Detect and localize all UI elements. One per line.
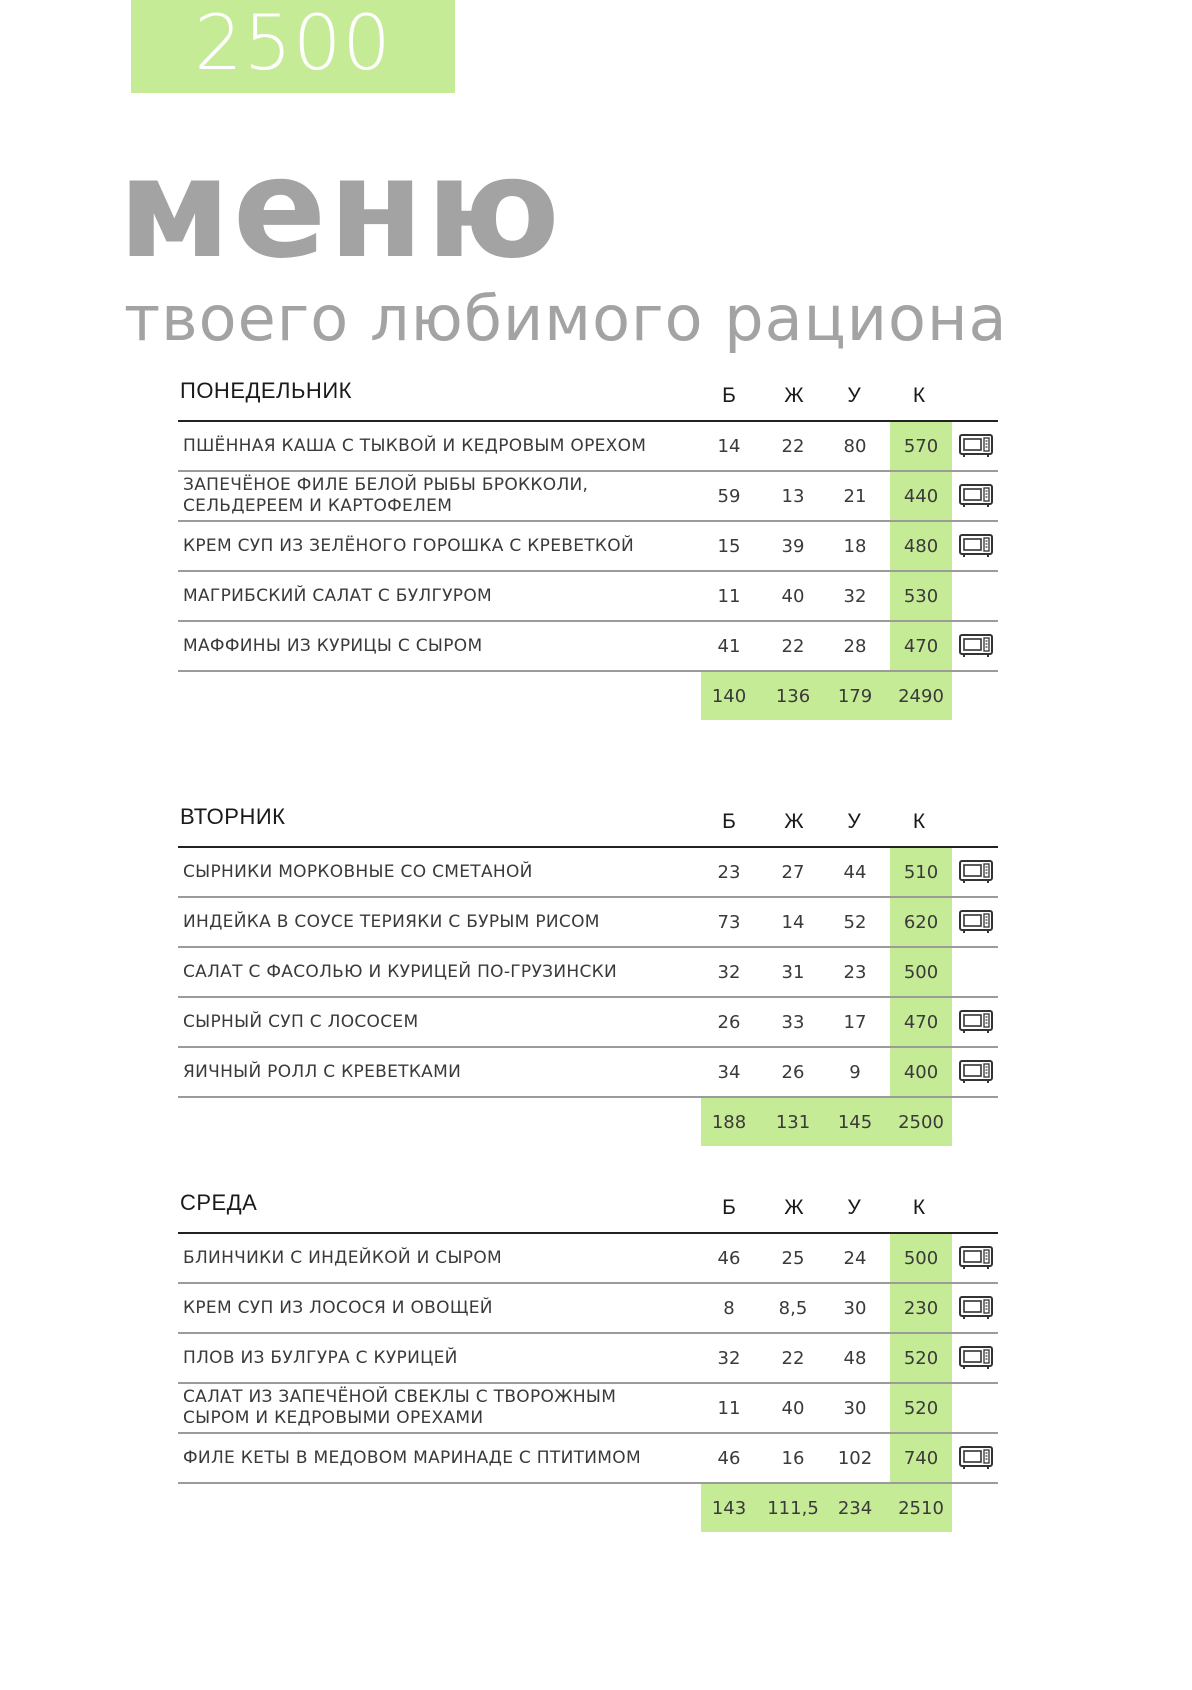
- total-calories: 2500: [898, 1111, 944, 1133]
- column-header-b: Б: [722, 384, 736, 407]
- column-header-b: Б: [722, 810, 736, 833]
- column-header-u: У: [847, 1196, 861, 1219]
- day-header: [178, 794, 998, 848]
- column-header-k: К: [912, 384, 926, 407]
- dish-name: ИНДЕЙКА В СОУСЕ ТЕРИЯКИ С БУРЫМ РИСОМ: [183, 911, 600, 932]
- menu-row: [178, 1334, 998, 1384]
- column-header-zh: Ж: [784, 810, 804, 833]
- calorie-badge: [131, 0, 455, 93]
- calories-value: 500: [890, 1234, 952, 1282]
- carbs-value: 48: [843, 1347, 867, 1369]
- carbs-value: 30: [843, 1397, 867, 1419]
- dish-name: ЗАПЕЧЁНОЕ ФИЛЕ БЕЛОЙ РЫБЫ БРОККОЛИ, СЕЛЬДЕРЕЕМ И КАРТОФЕЛЕМ: [183, 475, 589, 516]
- fat-value: 26: [781, 1061, 805, 1083]
- calories-value: 570: [890, 422, 952, 470]
- column-header-u: У: [847, 384, 861, 407]
- totals-row: [178, 1098, 998, 1146]
- total-protein: 188: [711, 1111, 747, 1133]
- fat-value: 22: [781, 1347, 805, 1369]
- dish-name: БЛИНЧИКИ С ИНДЕЙКОЙ И СЫРОМ: [183, 1247, 502, 1268]
- menu-row: [178, 472, 998, 522]
- menu-row: [178, 622, 998, 672]
- carbs-value: 102: [837, 1447, 873, 1469]
- dish-name: ЯИЧНЫЙ РОЛЛ С КРЕВЕТКАМИ: [183, 1061, 462, 1082]
- dish-name: МАГРИБСКИЙ САЛАТ С БУЛГУРОМ: [183, 585, 492, 606]
- protein-value: 32: [717, 961, 741, 983]
- carbs-value: 24: [843, 1247, 867, 1269]
- fat-value: 22: [781, 435, 805, 457]
- day-header: [178, 1180, 998, 1234]
- microwave-icon: [959, 484, 993, 508]
- microwave-icon: [959, 1346, 993, 1370]
- calories-value: 530: [890, 572, 952, 620]
- dish-name: САЛАТ ИЗ ЗАПЕЧЁНОЙ СВЕКЛЫ С ТВОРОЖНЫМ СЫРОМ И КЕДРОВЫМИ ОРЕХАМИ: [183, 1387, 617, 1428]
- fat-value: 13: [781, 485, 805, 507]
- column-header-u: У: [847, 810, 861, 833]
- protein-value: 14: [717, 435, 741, 457]
- day-section: [178, 794, 998, 1146]
- total-carbs: 179: [837, 685, 873, 707]
- menu-row: [178, 422, 998, 472]
- fat-value: 14: [781, 911, 805, 933]
- protein-value: 46: [717, 1447, 741, 1469]
- calories-value: 500: [890, 948, 952, 996]
- menu-row: [178, 1048, 998, 1098]
- column-header-k: К: [912, 810, 926, 833]
- fat-value: 39: [781, 535, 805, 557]
- total-fat: 131: [775, 1111, 811, 1133]
- microwave-icon: [959, 1446, 993, 1470]
- fat-value: 31: [781, 961, 805, 983]
- calories-value: 620: [890, 898, 952, 946]
- fat-value: 33: [781, 1011, 805, 1033]
- day-name: ВТОРНИК: [180, 804, 286, 829]
- menu-row: [178, 998, 998, 1048]
- calorie-badge-value: 2500: [194, 0, 392, 87]
- dish-name: ПЛОВ ИЗ БУЛГУРА С КУРИЦЕЙ: [183, 1347, 458, 1368]
- total-carbs: 234: [837, 1497, 873, 1519]
- microwave-icon: [959, 860, 993, 884]
- protein-value: 59: [717, 485, 741, 507]
- protein-value: 73: [717, 911, 741, 933]
- dish-name: ПШЁННАЯ КАША С ТЫКВОЙ И КЕДРОВЫМ ОРЕХОМ: [183, 435, 647, 456]
- fat-value: 40: [781, 1397, 805, 1419]
- totals-row: [178, 672, 998, 720]
- carbs-value: 21: [843, 485, 867, 507]
- microwave-icon: [959, 434, 993, 458]
- fat-value: 25: [781, 1247, 805, 1269]
- total-carbs: 145: [837, 1111, 873, 1133]
- dish-name: МАФФИНЫ ИЗ КУРИЦЫ С СЫРОМ: [183, 635, 483, 656]
- calories-value: 400: [890, 1048, 952, 1096]
- protein-value: 26: [717, 1011, 741, 1033]
- carbs-value: 9: [849, 1061, 861, 1083]
- protein-value: 41: [717, 635, 741, 657]
- carbs-value: 18: [843, 535, 867, 557]
- column-header-zh: Ж: [784, 384, 804, 407]
- column-header-zh: Ж: [784, 1196, 804, 1219]
- microwave-icon: [959, 910, 993, 934]
- calories-value: 520: [890, 1334, 952, 1382]
- menu-row: [178, 1434, 998, 1484]
- menu-row: [178, 522, 998, 572]
- day-header: [178, 368, 998, 422]
- protein-value: 11: [717, 1397, 741, 1419]
- column-header-b: Б: [722, 1196, 736, 1219]
- menu-row: [178, 1284, 998, 1334]
- day-name: ПОНЕДЕЛЬНИК: [180, 378, 352, 403]
- calories-value: 440: [890, 472, 952, 520]
- fat-value: 27: [781, 861, 805, 883]
- page-title: меню: [118, 128, 562, 289]
- total-protein: 143: [711, 1497, 747, 1519]
- day-section: [178, 368, 998, 720]
- calories-value: 510: [890, 848, 952, 896]
- protein-value: 11: [717, 585, 741, 607]
- total-fat: 136: [775, 685, 811, 707]
- page-subtitle: твоего любимого рациона: [124, 282, 1008, 355]
- carbs-value: 23: [843, 961, 867, 983]
- day-name: СРЕДА: [180, 1190, 258, 1215]
- calories-value: 230: [890, 1284, 952, 1332]
- dish-name: ФИЛЕ КЕТЫ В МЕДОВОМ МАРИНАДЕ С ПТИТИМОМ: [183, 1447, 641, 1468]
- protein-value: 32: [717, 1347, 741, 1369]
- protein-value: 23: [717, 861, 741, 883]
- carbs-value: 30: [843, 1297, 867, 1319]
- microwave-icon: [959, 1010, 993, 1034]
- carbs-value: 52: [843, 911, 867, 933]
- fat-value: 40: [781, 585, 805, 607]
- column-header-k: К: [912, 1196, 926, 1219]
- menu-row: [178, 948, 998, 998]
- fat-value: 22: [781, 635, 805, 657]
- calories-value: 740: [890, 1434, 952, 1482]
- total-protein: 140: [711, 685, 747, 707]
- microwave-icon: [959, 1060, 993, 1084]
- menu-row: [178, 898, 998, 948]
- day-section: [178, 1180, 998, 1532]
- microwave-icon: [959, 1296, 993, 1320]
- protein-value: 15: [717, 535, 741, 557]
- menu-row: [178, 1234, 998, 1284]
- menu-row: [178, 572, 998, 622]
- carbs-value: 44: [843, 861, 867, 883]
- carbs-value: 80: [843, 435, 867, 457]
- menu-row: [178, 1384, 998, 1434]
- carbs-value: 32: [843, 585, 867, 607]
- protein-value: 46: [717, 1247, 741, 1269]
- calories-value: 480: [890, 522, 952, 570]
- total-calories: 2490: [898, 685, 944, 707]
- calories-value: 470: [890, 998, 952, 1046]
- microwave-icon: [959, 634, 993, 658]
- menu-row: [178, 848, 998, 898]
- total-calories: 2510: [898, 1497, 944, 1519]
- microwave-icon: [959, 1246, 993, 1270]
- dish-name: КРЕМ СУП ИЗ ЗЕЛЁНОГО ГОРОШКА С КРЕВЕТКОЙ: [183, 535, 635, 556]
- dish-name: СЫРНИКИ МОРКОВНЫЕ СО СМЕТАНОЙ: [183, 861, 533, 882]
- fat-value: 8,5: [778, 1297, 808, 1319]
- total-fat: 111,5: [767, 1497, 819, 1519]
- calories-value: 470: [890, 622, 952, 670]
- calories-value: 520: [890, 1384, 952, 1432]
- totals-row: [178, 1484, 998, 1532]
- fat-value: 16: [781, 1447, 805, 1469]
- protein-value: 34: [717, 1061, 741, 1083]
- microwave-icon: [959, 534, 993, 558]
- dish-name: КРЕМ СУП ИЗ ЛОСОСЯ И ОВОЩЕЙ: [183, 1297, 493, 1318]
- carbs-value: 17: [843, 1011, 867, 1033]
- dish-name: САЛАТ С ФАСОЛЬЮ И КУРИЦЕЙ ПО-ГРУЗИНСКИ: [183, 961, 618, 982]
- protein-value: 8: [723, 1297, 735, 1319]
- dish-name: СЫРНЫЙ СУП С ЛОСОСЕМ: [183, 1011, 419, 1032]
- carbs-value: 28: [843, 635, 867, 657]
